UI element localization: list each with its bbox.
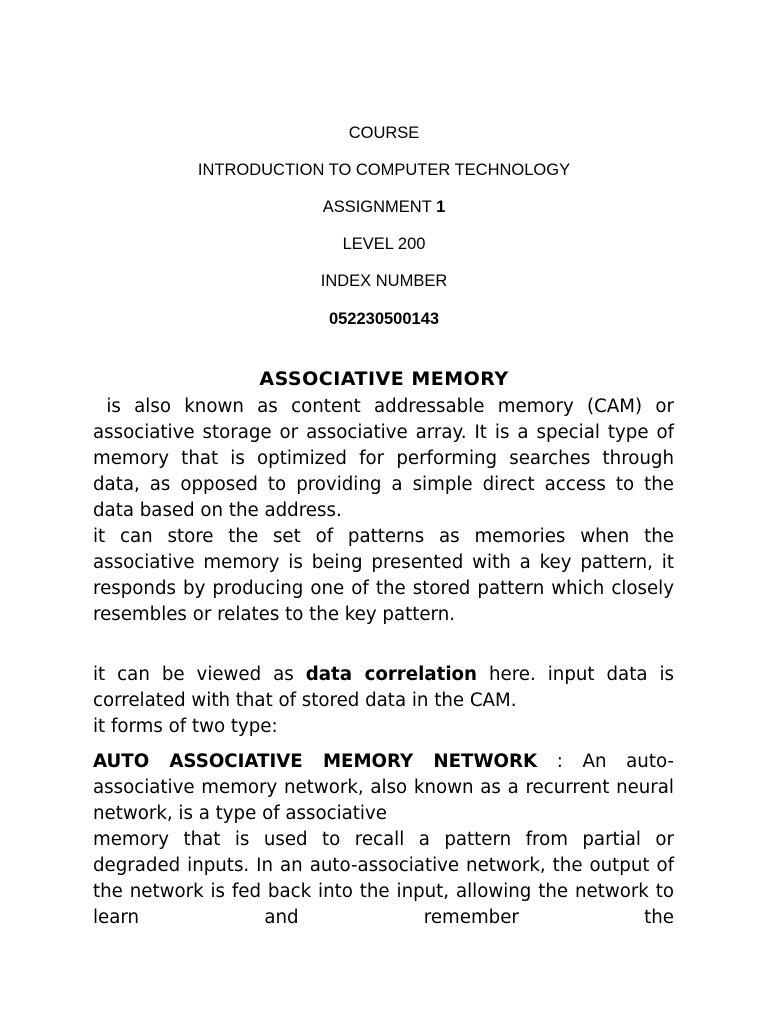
- assignment-label: ASSIGNMENT: [322, 198, 437, 216]
- text-run: : An auto-associative memory network, also known as a recurrent neural network, is a type of associative: [93, 751, 680, 824]
- paragraph-auto-associative-continued: [93, 827, 674, 931]
- paragraph-auto-associative: [93, 749, 680, 827]
- level-label: LEVEL 200: [342, 235, 426, 253]
- index-number-value: 052230500143: [328, 310, 440, 328]
- bold-term-auto-associative: AUTO ASSOCIATIVE MEMORY NETWORK: [93, 751, 538, 772]
- paragraph-text: it forms of two type:: [93, 716, 278, 737]
- assignment-line: [0, 197, 768, 217]
- index-number-label: INDEX NUMBER: [320, 272, 448, 290]
- paragraph-data-correlation: [93, 662, 680, 714]
- paragraph-text: [93, 662, 680, 714]
- paragraph-text: memory that is used to recall a pattern from partial or degraded inputs. In an auto-associative network, the output of the network is fed back into the input, allowing the network to learn and remember the: [93, 829, 674, 928]
- course-label: COURSE: [348, 124, 420, 142]
- assignment-number: 1: [436, 198, 446, 216]
- text-run: here. input data is correlated with that of stored data in the CAM.: [93, 664, 680, 711]
- paragraph-text: is also known as content addressable memory (CAM) or associative storage or associative array. It is a special type of memory that is optimized for performing searches through data, as opposed to providing a simple direct access to the data based on the address.: [93, 396, 680, 521]
- paragraph-text: [93, 749, 680, 827]
- bold-term-data-correlation: data correlation: [305, 664, 477, 685]
- section-title: ASSOCIATIVE MEMORY: [259, 368, 509, 390]
- paragraph-types-intro: [93, 714, 674, 740]
- paragraph-text: it can store the set of patterns as memories when the associative memory is being presented with a key pattern, it responds by producing one of the stored pattern which closely resembles or relates to the key pattern.: [93, 526, 674, 625]
- text-run: it can be viewed as: [93, 664, 306, 685]
- paragraph-patterns: [93, 524, 674, 628]
- course-title: INTRODUCTION TO COMPUTER TECHNOLOGY: [197, 161, 571, 179]
- paragraph-definition: [93, 394, 680, 524]
